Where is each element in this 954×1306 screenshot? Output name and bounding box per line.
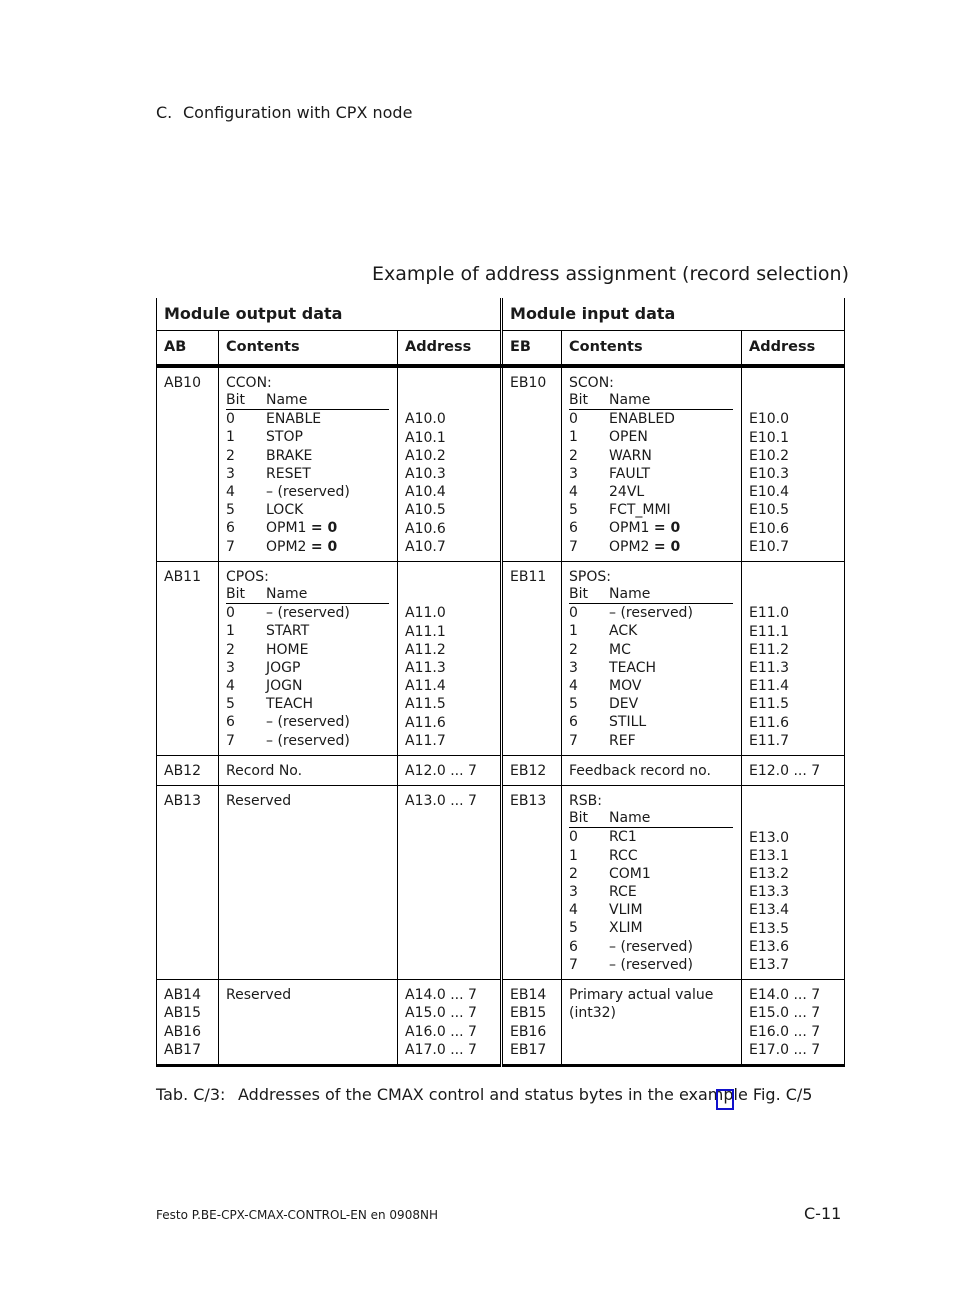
eb-value: EB14 — [510, 987, 547, 1004]
bit-name — [609, 659, 734, 677]
section-input-data: Module input data — [502, 298, 845, 331]
bit-name-text: FAULT — [609, 465, 651, 482]
address-value: E11.3 — [749, 660, 790, 677]
address-value: E13.7 — [749, 957, 790, 974]
address-value: A13.0 ... 7 — [405, 793, 477, 810]
bit-name — [609, 695, 734, 713]
bit-number: 7 — [569, 956, 578, 973]
bit-name-text: ACK — [609, 623, 638, 640]
input-contents: (int32) — [569, 1005, 617, 1022]
address-value: A16.0 ... 7 — [405, 1023, 477, 1040]
col-ab: AB — [157, 331, 219, 367]
register-label: SPOS: — [569, 569, 611, 586]
bit-name — [609, 938, 734, 956]
output-contents: Reserved — [226, 793, 292, 810]
address-value: A11.2 — [405, 641, 446, 658]
bit-name-text: TEACH — [609, 659, 657, 676]
bit-name — [266, 677, 390, 695]
bit-name — [609, 447, 734, 465]
bit-number: 6 — [569, 714, 578, 731]
bit-number: 2 — [569, 447, 578, 464]
bit-name — [266, 604, 390, 622]
ab-value: AB12 — [164, 763, 201, 780]
bit-number: 0 — [226, 411, 235, 428]
bit-number: 0 — [226, 605, 235, 622]
bit-number: 5 — [569, 502, 578, 519]
bit-number: 5 — [226, 502, 235, 519]
bit-name — [609, 956, 734, 974]
bit-number: 5 — [569, 696, 578, 713]
address-value: E15.0 ... 7 — [749, 1005, 821, 1022]
bit-name-text: MC — [609, 641, 631, 658]
address-value: A11.7 — [405, 732, 446, 749]
register-label: CPOS: — [226, 569, 269, 586]
bit-number: 3 — [569, 465, 578, 482]
input-address-cell — [742, 366, 845, 562]
address-value: A10.6 — [405, 520, 446, 537]
opm-value: = 0 — [310, 538, 338, 555]
footer-doc-id: Festo P.BE-CPX-CMAX-CONTROL-EN en 0908NH — [156, 1208, 438, 1222]
output-contents-cell — [219, 786, 398, 980]
address-value: E10.5 — [749, 502, 790, 519]
bit-name — [609, 501, 734, 519]
address-value: E13.1 — [749, 847, 790, 864]
col-address-in: Address — [742, 331, 845, 367]
bit-name — [609, 828, 734, 846]
bit-name-header — [569, 392, 733, 410]
output-contents: Record No. — [226, 763, 303, 780]
eb-cell — [502, 562, 562, 756]
address-value: E11.1 — [749, 623, 790, 640]
bit-number: 6 — [569, 520, 578, 537]
bit-name — [609, 919, 734, 937]
eb-cell — [502, 786, 562, 980]
figure-link-highlight[interactable] — [716, 1089, 734, 1110]
bit-name-text: – (reserved) — [266, 714, 350, 731]
bit-name-text: JOGP — [266, 659, 301, 676]
address-value: E16.0 ... 7 — [749, 1023, 821, 1040]
bit-name-text: OPM1 — [266, 520, 307, 537]
bit-name — [609, 901, 734, 919]
bit-number: 3 — [226, 659, 235, 676]
bit-name-text: – (reserved) — [266, 605, 350, 622]
table-row — [157, 756, 845, 786]
input-contents-cell — [562, 980, 742, 1066]
ab-value: AB14 — [164, 987, 201, 1004]
bit-name — [609, 519, 734, 537]
ab-cell — [157, 562, 219, 756]
address-table — [156, 298, 845, 1067]
bit-name — [266, 732, 390, 750]
bit-name — [266, 410, 390, 428]
bit-name-text: LOCK — [266, 502, 304, 519]
output-address-cell — [398, 786, 502, 980]
bit-name — [609, 865, 734, 883]
table-row — [157, 562, 845, 756]
input-contents-cell — [562, 756, 742, 786]
bit-name — [609, 713, 734, 731]
opm-value: = 0 — [653, 520, 681, 537]
address-value: E11.4 — [749, 678, 790, 695]
output-contents-cell — [219, 756, 398, 786]
name-header: Name — [609, 392, 651, 409]
bit-name — [609, 538, 734, 556]
bit-name — [609, 604, 734, 622]
address-value: A11.5 — [405, 696, 446, 713]
bit-list — [569, 828, 734, 974]
bit-number: 2 — [569, 865, 578, 882]
bit-name-text: – (reserved) — [609, 938, 693, 955]
address-value: E13.3 — [749, 884, 790, 901]
bit-number: 2 — [226, 641, 235, 658]
name-header: Name — [609, 586, 651, 603]
address-value: A12.0 ... 7 — [405, 763, 477, 780]
spacer — [405, 374, 493, 410]
bit-name-text: – (reserved) — [266, 484, 350, 501]
address-value: A11.0 — [405, 605, 446, 622]
bit-name-text: – (reserved) — [609, 605, 693, 622]
address-value: A11.4 — [405, 678, 446, 695]
address-value: E11.7 — [749, 732, 790, 749]
bit-list — [226, 604, 390, 750]
bit-name-text: TEACH — [266, 696, 314, 713]
opm-value: = 0 — [310, 520, 338, 537]
bit-number: 6 — [226, 714, 235, 731]
bit-header: Bit — [569, 586, 588, 603]
output-address-cell — [398, 980, 502, 1066]
column-header-row — [157, 331, 845, 367]
address-value: E13.2 — [749, 866, 790, 883]
bit-number: 7 — [226, 538, 235, 555]
address-value: E11.5 — [749, 696, 790, 713]
bit-number: 4 — [226, 678, 235, 695]
ab-cell — [157, 980, 219, 1066]
name-header: Name — [266, 586, 308, 603]
bit-name-header — [226, 392, 389, 410]
ab-value: AB11 — [164, 569, 201, 586]
bit-name — [609, 641, 734, 659]
bit-name — [266, 519, 390, 537]
address-value: A11.3 — [405, 660, 446, 677]
bit-name-text: BRAKE — [266, 447, 313, 464]
eb-value: EB11 — [510, 569, 547, 586]
caption-text: Addresses of the CMAX control and status bytes in the example Fig. C/5 — [238, 1085, 813, 1104]
bit-name-text: RCC — [609, 847, 638, 864]
bit-number: 1 — [569, 429, 578, 446]
bit-name — [266, 465, 390, 483]
ab-value: AB10 — [164, 375, 201, 391]
bit-name-text: HOME — [266, 641, 309, 658]
input-address-cell — [742, 980, 845, 1066]
address-value: E13.4 — [749, 902, 790, 919]
address-value: A10.0 — [405, 411, 446, 428]
bit-number: 7 — [226, 732, 235, 749]
address-value: A11.1 — [405, 623, 446, 640]
bit-number: 3 — [569, 884, 578, 901]
bit-name-text: RESET — [266, 465, 311, 482]
eb-value: EB17 — [510, 1041, 547, 1058]
bit-name — [609, 483, 734, 501]
ab-cell — [157, 786, 219, 980]
section-output-data: Module output data — [157, 298, 502, 331]
name-header: Name — [266, 392, 308, 409]
bit-name — [609, 677, 734, 695]
bit-name-text: DEV — [609, 696, 639, 713]
bit-name-text: VLIM — [609, 902, 643, 919]
input-contents-cell — [562, 562, 742, 756]
bit-name — [266, 447, 390, 465]
input-address-cell — [742, 786, 845, 980]
bit-list — [569, 604, 734, 750]
eb-value: EB13 — [510, 793, 547, 810]
col-contents-in: Contents — [562, 331, 742, 367]
ab-value: AB15 — [164, 1005, 201, 1022]
eb-value: EB12 — [510, 763, 547, 780]
bit-list — [226, 410, 390, 556]
bit-name-text: ENABLE — [266, 411, 322, 428]
bit-number: 4 — [569, 484, 578, 501]
address-value: A10.5 — [405, 502, 446, 519]
spacer — [749, 374, 837, 410]
address-value: E10.1 — [749, 429, 790, 446]
output-contents-cell — [219, 366, 398, 562]
chapter-title: Configuration with CPX node — [183, 103, 413, 122]
eb-cell — [502, 980, 562, 1066]
address-value: A10.1 — [405, 429, 446, 446]
bit-number: 0 — [569, 411, 578, 428]
output-address-cell — [398, 366, 502, 562]
address-value: E11.0 — [749, 605, 790, 622]
bit-name — [609, 410, 734, 428]
output-contents-cell — [219, 980, 398, 1066]
output-address-cell — [398, 562, 502, 756]
input-contents-cell — [562, 366, 742, 562]
bit-name-text: OPEN — [609, 429, 648, 446]
output-contents: Reserved — [226, 987, 292, 1004]
bit-number: 4 — [569, 678, 578, 695]
bit-number: 6 — [226, 520, 235, 537]
table-row — [157, 366, 845, 562]
address-value: E10.2 — [749, 447, 790, 464]
address-value: E12.0 ... 7 — [749, 763, 821, 780]
bit-name-text: STILL — [609, 714, 647, 731]
address-value: A11.6 — [405, 714, 446, 731]
input-contents: Primary actual value — [569, 987, 714, 1004]
chapter-letter: C. — [156, 103, 173, 122]
bit-name — [266, 695, 390, 713]
bit-name-text: – (reserved) — [266, 732, 350, 749]
bit-name — [609, 428, 734, 446]
bit-header: Bit — [226, 586, 245, 603]
bit-number: 5 — [226, 696, 235, 713]
bit-number: 3 — [569, 659, 578, 676]
page-number: C-11 — [804, 1204, 842, 1223]
output-contents-cell — [219, 562, 398, 756]
address-value: A15.0 ... 7 — [405, 1005, 477, 1022]
register-label: CCON: — [226, 375, 272, 391]
address-value: E10.0 — [749, 411, 790, 428]
spacer — [749, 792, 837, 828]
address-value: A10.7 — [405, 538, 446, 555]
caption-label: Tab. C/3: — [156, 1085, 226, 1104]
col-contents-out: Contents — [219, 331, 398, 367]
spacer — [749, 568, 837, 604]
bit-name — [609, 622, 734, 640]
bit-number: 0 — [569, 829, 578, 846]
bit-name-text: FCT_MMI — [609, 502, 671, 519]
bit-name-text: JOGN — [266, 678, 303, 695]
address-value: E11.2 — [749, 641, 790, 658]
bit-number: 2 — [569, 641, 578, 658]
register-label: SCON: — [569, 375, 614, 391]
bit-number: 4 — [226, 484, 235, 501]
eb-value: EB15 — [510, 1005, 547, 1022]
bit-number: 1 — [226, 429, 235, 446]
bit-name-header — [226, 586, 389, 604]
bit-header: Bit — [226, 392, 245, 409]
bit-name — [266, 659, 390, 677]
input-address-cell — [742, 562, 845, 756]
eb-cell — [502, 366, 562, 562]
page-header — [156, 103, 412, 122]
bit-name — [609, 732, 734, 750]
address-value: E13.6 — [749, 938, 790, 955]
bit-header: Bit — [569, 810, 588, 827]
bit-name-text: WARN — [609, 447, 652, 464]
bit-number: 1 — [569, 623, 578, 640]
ab-value: AB13 — [164, 793, 201, 810]
bit-number: 5 — [569, 920, 578, 937]
bit-name — [266, 622, 390, 640]
ab-cell — [157, 366, 219, 562]
col-eb: EB — [502, 331, 562, 367]
table-title: Example of address assignment (record selection) — [372, 263, 850, 285]
address-value: E10.3 — [749, 466, 790, 482]
bit-number: 0 — [569, 605, 578, 622]
bit-number: 7 — [569, 732, 578, 749]
address-value: A10.4 — [405, 484, 446, 501]
address-value: E14.0 ... 7 — [749, 987, 821, 1004]
bit-name-text: ENABLED — [609, 411, 675, 428]
bit-number: 6 — [569, 938, 578, 955]
bit-header: Bit — [569, 392, 588, 409]
address-value: E13.5 — [749, 920, 790, 937]
bit-name — [266, 641, 390, 659]
address-value: E10.4 — [749, 484, 790, 501]
bit-name — [266, 428, 390, 446]
address-value: E10.6 — [749, 520, 790, 537]
ab-value: AB16 — [164, 1023, 201, 1040]
table-body — [157, 366, 845, 1066]
address-value: E10.7 — [749, 538, 790, 555]
bit-name — [266, 538, 390, 556]
bit-name — [266, 483, 390, 501]
bit-number: 2 — [226, 447, 235, 464]
section-header-row — [157, 298, 845, 331]
input-contents: Feedback record no. — [569, 763, 711, 780]
ab-cell — [157, 756, 219, 786]
bit-name-text: XLIM — [609, 920, 643, 937]
address-value: E11.6 — [749, 714, 790, 731]
bit-name-text: RC1 — [609, 829, 637, 846]
bit-name — [609, 847, 734, 865]
register-label: RSB: — [569, 793, 602, 810]
bit-number: 1 — [569, 847, 578, 864]
bit-name-header — [569, 810, 733, 828]
col-address-out: Address — [398, 331, 502, 367]
bit-number: 7 — [569, 538, 578, 555]
bit-name-text: REF — [609, 732, 636, 749]
spacer — [405, 568, 493, 604]
address-value: E13.0 — [749, 829, 790, 846]
bit-name-text: RCE — [609, 884, 637, 901]
bit-list — [569, 410, 734, 556]
bit-name-text: MOV — [609, 678, 642, 695]
table-row — [157, 786, 845, 980]
ab-value: AB17 — [164, 1041, 201, 1058]
address-value: E17.0 ... 7 — [749, 1041, 821, 1058]
address-value: A10.3 — [405, 466, 446, 482]
bit-name-header — [569, 586, 733, 604]
bit-name-text: 24VL — [609, 484, 645, 501]
eb-value: EB10 — [510, 375, 547, 391]
table-row — [157, 980, 845, 1066]
address-value: A17.0 ... 7 — [405, 1041, 477, 1058]
input-contents-cell — [562, 786, 742, 980]
bit-name — [609, 883, 734, 901]
eb-cell — [502, 756, 562, 786]
bit-name-text: OPM1 — [609, 520, 650, 537]
table-caption — [156, 1085, 812, 1104]
bit-number: 1 — [226, 623, 235, 640]
bit-name-text: START — [266, 623, 310, 640]
bit-number: 4 — [569, 902, 578, 919]
bit-name-text: STOP — [266, 429, 303, 446]
bit-name-text: COM1 — [609, 865, 651, 882]
bit-number: 3 — [226, 465, 235, 482]
opm-value: = 0 — [653, 538, 681, 555]
bit-name — [266, 501, 390, 519]
output-address-cell — [398, 756, 502, 786]
address-value: A14.0 ... 7 — [405, 987, 477, 1004]
bit-name-text: OPM2 — [609, 538, 650, 555]
address-value: A10.2 — [405, 447, 446, 464]
bit-name — [266, 713, 390, 731]
bit-name — [609, 465, 734, 483]
eb-value: EB16 — [510, 1023, 547, 1040]
bit-name-text: OPM2 — [266, 538, 307, 555]
name-header: Name — [609, 810, 651, 827]
bit-name-text: – (reserved) — [609, 956, 693, 973]
input-address-cell — [742, 756, 845, 786]
